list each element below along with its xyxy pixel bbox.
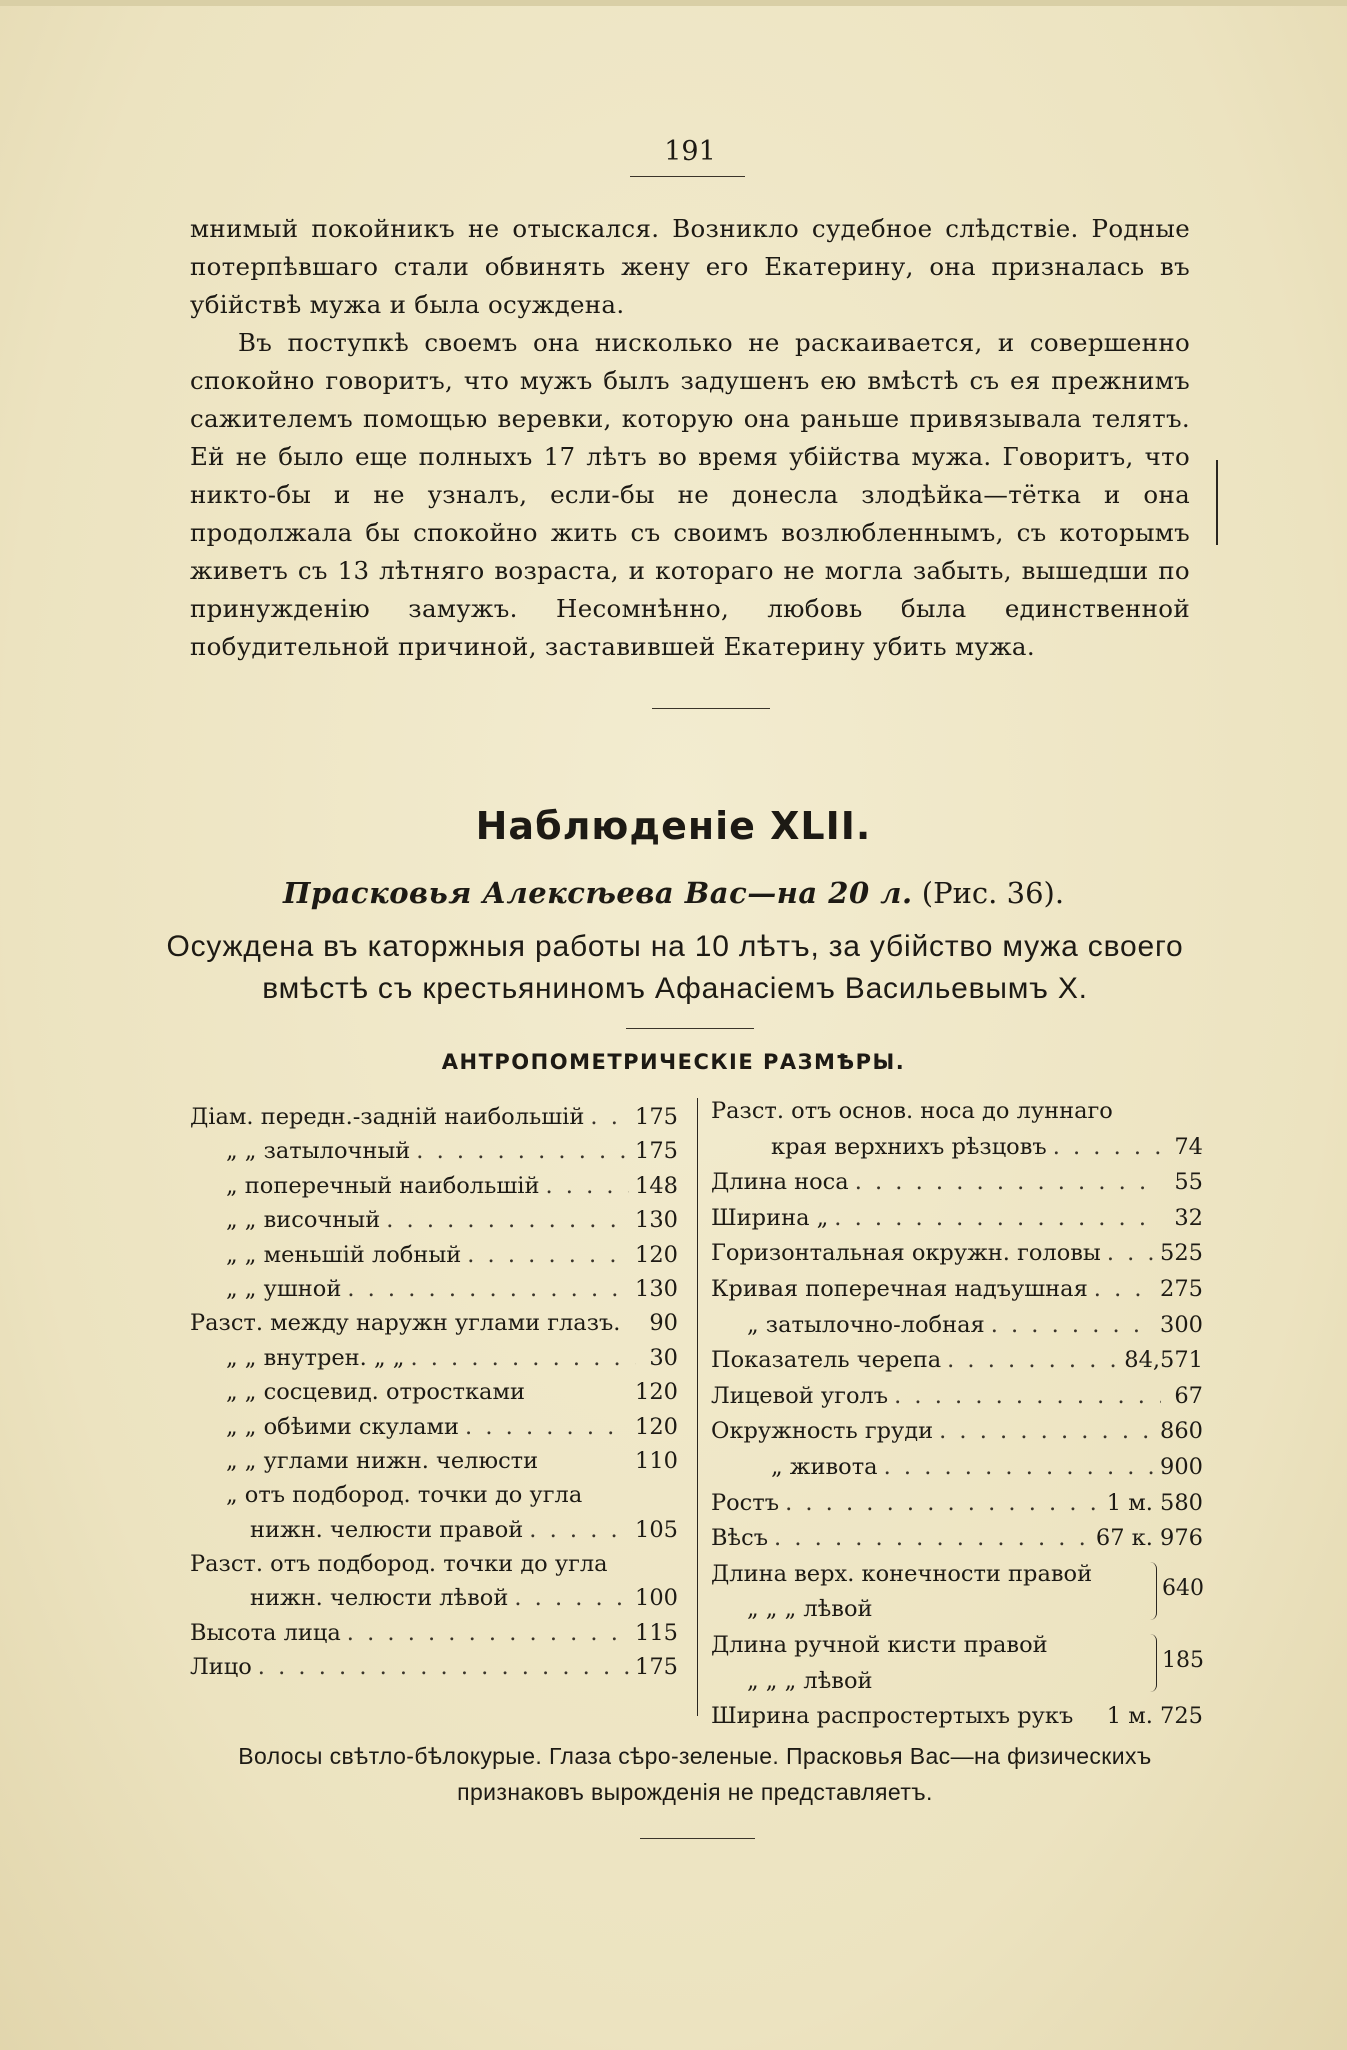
measure-label: „ „ обѣими скулами: [226, 1413, 460, 1440]
measure-value: 175: [635, 1654, 678, 1681]
measure-value: 275: [1160, 1275, 1203, 1302]
measure-label: нижн. челюсти правой: [250, 1516, 524, 1543]
measure-label: „ „ „ лѣвой: [747, 1596, 873, 1623]
page-number: 191: [664, 136, 716, 167]
measure-label: Показатель черепа: [711, 1347, 942, 1374]
leader-dots: [545, 1169, 629, 1203]
leader-dots: [939, 1414, 1154, 1450]
measure-label: Горизонтальная окружн. головы: [711, 1240, 1101, 1267]
leader-dots: [855, 1165, 1161, 1201]
measure-row: [190, 1134, 678, 1168]
section-divider: [652, 708, 770, 709]
measure-label: Окружность груди: [711, 1418, 934, 1445]
leader-dots: [258, 1650, 629, 1684]
measure-value: 1 м. 725: [1106, 1703, 1203, 1730]
closing-paragraph: Волосы свѣтло-бѣлокурые. Глаза сѣро-зеленые. Прасковья Вас—на физическихъ признаковъ вырожденія не представляетъ.: [238, 1743, 1152, 1805]
measure-label: „ „ затылочный: [226, 1138, 411, 1165]
measure-label: Длина верх. конечности правой: [711, 1560, 1093, 1587]
measure-label: края верхнихъ рѣзцовъ: [771, 1133, 1047, 1160]
margin-bar: [1216, 460, 1218, 545]
measure-label: „ отъ подбород. точки до угла: [226, 1482, 583, 1509]
measure-value: 110: [635, 1447, 678, 1474]
measure-label: Лицевой уголъ: [711, 1382, 889, 1409]
measure-row: [711, 1201, 1203, 1237]
measure-row: [711, 1272, 1203, 1308]
right-measurements: [711, 1094, 1203, 1735]
leader-dots: [347, 1272, 629, 1306]
observation-title: Наблюденіе XLII.: [475, 804, 872, 848]
measure-row: [711, 1450, 1203, 1486]
measure-row: [190, 1272, 678, 1306]
measure-row: [711, 1414, 1203, 1450]
leader-dots: [884, 1450, 1154, 1486]
brace-value: 185: [1162, 1648, 1204, 1673]
leader-dots: [529, 1513, 629, 1547]
paragraph-1: мнимый покойникъ не отыскался. Возникло судебное слѣдствіе. Родные потерпѣвшаго стали обвинять жену его Екатерину, она призналась въ убійствѣ мужа и была осуждена.: [190, 214, 1190, 319]
measure-row: [711, 1628, 1203, 1664]
bottom-rule: [640, 1838, 755, 1839]
measure-label: Ростъ: [711, 1489, 780, 1516]
measure-row: [190, 1581, 678, 1615]
page-top-edge: [0, 0, 1347, 6]
leader-dots: [410, 1341, 636, 1375]
measure-label: Длина ручной кисти правой: [711, 1631, 1048, 1658]
measure-row: [190, 1444, 678, 1478]
measure-value: 30: [649, 1344, 678, 1371]
measure-value: 55: [1174, 1169, 1203, 1196]
measure-label: Разст. отъ основ. носа до луннаго: [711, 1098, 1113, 1124]
measure-row: [711, 1664, 1203, 1700]
measure-label: „ „ углами нижн. челюсти: [226, 1447, 539, 1474]
measure-label: „ „ сосцевид. отростками: [226, 1379, 525, 1406]
measure-value: 120: [635, 1379, 678, 1406]
measure-row: [190, 1547, 678, 1581]
measure-value: 900: [1160, 1453, 1203, 1480]
leader-dots: [386, 1203, 629, 1237]
measure-row: [711, 1557, 1203, 1593]
measure-label: Разст. между наружн углами глазъ.: [190, 1310, 621, 1337]
measure-value: 175: [635, 1104, 678, 1130]
measure-row: [190, 1375, 678, 1409]
measure-row: [711, 1236, 1203, 1272]
measure-row: [711, 1379, 1203, 1415]
measure-row: [711, 1130, 1203, 1166]
measure-row: [190, 1306, 678, 1340]
measure-label: нижн. челюсти лѣвой: [250, 1585, 509, 1612]
measure-label: „ „ „ лѣвой: [747, 1667, 873, 1694]
measure-label: Лицо: [190, 1654, 252, 1681]
measure-value: 84,571: [1124, 1347, 1203, 1374]
measure-label: Разст. отъ подбород. точки до угла: [190, 1551, 608, 1578]
measure-row: [711, 1343, 1203, 1379]
measure-label: „ „ внутрен. „ „: [226, 1344, 405, 1371]
measure-value: 90: [649, 1310, 678, 1337]
measure-label: „ „ ушной: [226, 1275, 342, 1302]
brace-mark: [1150, 1634, 1157, 1692]
measure-row: [190, 1203, 678, 1237]
measure-value: 860: [1160, 1418, 1203, 1445]
measure-row: [190, 1100, 678, 1134]
measure-row: [711, 1486, 1203, 1522]
column-divider: [697, 1098, 698, 1716]
heading-rule: [626, 1028, 754, 1029]
measure-row: [190, 1169, 678, 1203]
leader-dots: [785, 1486, 1101, 1522]
measure-label: Длина носа: [711, 1169, 849, 1196]
leader-dots: [774, 1521, 1090, 1557]
measure-value: 120: [635, 1413, 678, 1440]
measure-value: 100: [635, 1585, 678, 1612]
measure-label: „ живота: [771, 1453, 878, 1480]
measure-label: Кривая поперечная надъушная: [711, 1275, 1088, 1302]
brace-value: 640: [1162, 1576, 1204, 1601]
measure-label: „ „ меньшій лобный: [226, 1241, 462, 1268]
leader-dots: [590, 1100, 629, 1134]
brace-mark: [1150, 1562, 1157, 1620]
leader-dots: [947, 1343, 1118, 1379]
measure-value: 115: [635, 1619, 678, 1646]
measure-value: 525: [1160, 1240, 1203, 1267]
page-number-rule: [630, 176, 745, 177]
measure-value: 130: [635, 1275, 678, 1302]
measure-row: [190, 1410, 678, 1444]
measure-value: 148: [635, 1172, 678, 1199]
measure-value: 32: [1174, 1204, 1203, 1231]
measurements-heading: АНТРОПОМЕТРИЧЕСКІЕ РАЗМѢРЫ.: [441, 1050, 906, 1074]
measure-row: [711, 1699, 1203, 1735]
observation-subtitle: [0, 876, 1347, 910]
leader-dots: [416, 1134, 629, 1168]
measure-row: [711, 1308, 1203, 1344]
leader-dots: [347, 1616, 629, 1650]
leader-dots: [894, 1379, 1161, 1415]
measure-value: 67: [1174, 1382, 1203, 1409]
leader-dots: [514, 1581, 629, 1615]
measure-row: [711, 1165, 1203, 1201]
measure-value: 105: [635, 1516, 678, 1543]
measure-row: [190, 1478, 678, 1512]
measure-value: 1 м. 580: [1106, 1489, 1203, 1516]
measure-row: [190, 1650, 678, 1684]
measure-label: Ширина распростертыхъ рукъ: [711, 1703, 1074, 1730]
measure-value: 74: [1174, 1133, 1203, 1160]
figure-reference: (Рис. 36).: [921, 876, 1065, 910]
leader-dots: [991, 1308, 1154, 1344]
measure-row: [190, 1513, 678, 1547]
leader-dots: [834, 1201, 1161, 1237]
measure-value: 175: [635, 1138, 678, 1165]
measure-label: Ширина „: [711, 1204, 829, 1231]
leader-dots: [1094, 1272, 1154, 1308]
measure-row: [190, 1238, 678, 1272]
leader-dots: [1107, 1236, 1154, 1272]
leader-dots: [465, 1410, 629, 1444]
measure-value: 67 к. 976: [1095, 1525, 1203, 1552]
measure-label: „ поперечный наибольшій: [226, 1172, 540, 1199]
paragraph-2: Въ поступкѣ своемъ она нисколько не раскаивается, и совершенно спокойно говоритъ, что мужъ былъ задушенъ ею вмѣстѣ съ ея прежнимъ сажителемъ помощью веревки, которую она раньше привязывала телятъ. Ей не было еще полныхъ 17 лѣтъ во время убійства мужа. Говоритъ, что никто-бы и не узналъ, если-бы не донесла злодѣйка—тётка и она продолжала бы спокойно жить съ своимъ возлюбленнымъ, съ которымъ живетъ съ 13 лѣтняго возраста, и котораго не могла забыть, вышедши по принужденію замужъ. Несомнѣнно, любовь была единственной побудительной причиной, заставившей Екатерину убить мужа.: [190, 328, 1190, 661]
measure-label: Высота лица: [190, 1619, 341, 1646]
measure-value: 130: [635, 1207, 678, 1234]
sentence-text: Осуждена въ каторжныя работы на 10 лѣтъ, за убійство мужа своего вмѣстѣ съ крестьяниномъ Афанасіемъ Васильевымъ X.: [166, 930, 1184, 1005]
measure-row: [711, 1094, 1203, 1130]
measure-row: [190, 1341, 678, 1375]
measure-label: Вѣсъ: [711, 1525, 769, 1552]
measure-row: [711, 1592, 1203, 1628]
subject-name: Прасковья Алексѣева Вас—на 20 л.: [282, 876, 913, 910]
leader-dots: [1053, 1130, 1161, 1166]
measure-label: „ затылочно-лобная: [747, 1311, 985, 1338]
measure-row: [190, 1616, 678, 1650]
measure-label: „ „ височный: [226, 1207, 381, 1234]
measure-value: 120: [635, 1241, 678, 1268]
measure-row: [711, 1521, 1203, 1557]
leader-dots: [467, 1238, 629, 1272]
measure-value: 300: [1160, 1311, 1203, 1338]
left-measurements: [190, 1100, 678, 1685]
measure-label: Діам. передн.-задній наибольшій: [190, 1104, 585, 1130]
